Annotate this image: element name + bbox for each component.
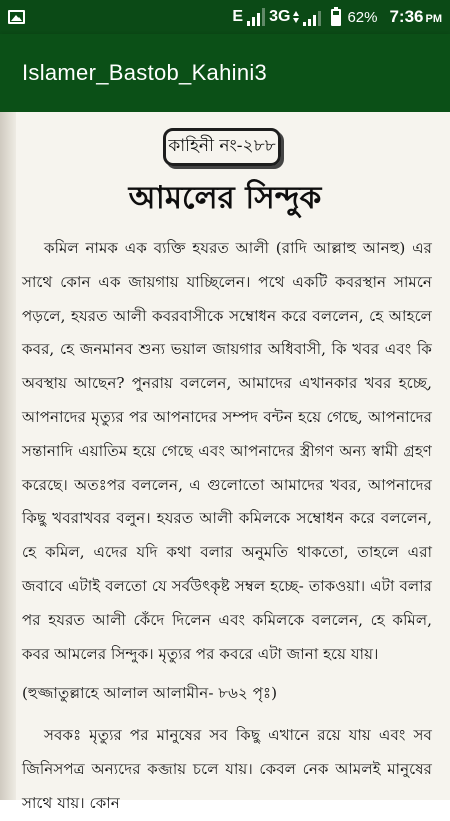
story-reference: (হুজ্জাতুল্লাহে আলাল আলামীন- ৮৬২ পৃঃ) xyxy=(22,684,278,703)
battery-icon xyxy=(331,9,341,26)
story-body xyxy=(22,232,432,821)
data-activity-icon xyxy=(293,8,299,26)
story-page[interactable] xyxy=(0,112,450,812)
battery-percent: 62% xyxy=(347,8,378,26)
gallery-icon xyxy=(8,10,25,24)
network-type-3g: 3G xyxy=(269,8,291,25)
signal-icon xyxy=(247,8,265,26)
story-summary: সবকঃ মৃত্যুর পর মানুষের সব কিছু এখানে রয়ে যায় এবং সব জিনিসপত্র অন্যদের কব্জায় চলে যায়। কেবল নেক আমলই মানুষের সাথে যায়। কোন xyxy=(22,726,432,812)
signal-icon-secondary xyxy=(303,8,321,26)
status-bar xyxy=(0,0,450,34)
clock xyxy=(389,7,442,27)
status-right xyxy=(232,7,442,27)
network-type-e: E xyxy=(232,8,244,25)
app-bar xyxy=(0,34,450,112)
clock-time: 7:36 xyxy=(389,7,424,26)
app-title: Islamer_Bastob_Kahini3 xyxy=(22,60,268,85)
status-left xyxy=(8,10,25,24)
clock-suffix: PM xyxy=(425,13,442,25)
story-paragraph: কমিল নামক এক ব্যক্তি হযরত আলী (রাদি আল্লাহু আনহু) এর সাথে কোন এক জায়গায় যাচ্ছিলেন। পথে একটি কবরস্থান সামনে পড়লে, হযরত আলী কবরবাসীকে সম্বোধন করে বললেন, হে আহলে কবর, হে জনমানব শুন্য ভয়াল জায়গার অধিবাসী, কি খবর এবং কি অবস্থায় আছেন? পুনরায় বললেন, আমাদের এখানকার খবর হচ্ছে, আপনাদের মৃত্যুর পর আপনাদের সম্পদ বন্টন হয়ে গেছে, আপনাদের সন্তানাদি এয়াতিম হয়ে গেছে এবং আপনাদের স্ত্রীগণ অন্য স্বামী গ্রহণ করেছে। অতঃপর বললেন, এ গুলোতো আমাদের খবর, আপনাদের কিছু খবরাখবর বলুন। হযরত আলী কমিলকে সম্বোধন করে বললেন, হে কমিল, এদের যদি কথা বলার অনুমতি থাকতো, তাহলে এরা জবাবে এটাই বলতো যে সর্বউৎকৃষ্ট সম্বল হচ্ছে- তাকওয়া। এটা বলার পর হযরত আলী কেঁদে দিলেন এবং কমিলকে বললেন, হে কমিল, কবর আমলের সিন্দুক। মৃত্যুর পর কবরে এটা জানা হয়ে যায়। xyxy=(22,239,432,663)
story-title: আমলের সিন্দুক xyxy=(128,180,322,216)
story-number-badge: কাহিনী নং-২৮৮ xyxy=(163,128,281,166)
